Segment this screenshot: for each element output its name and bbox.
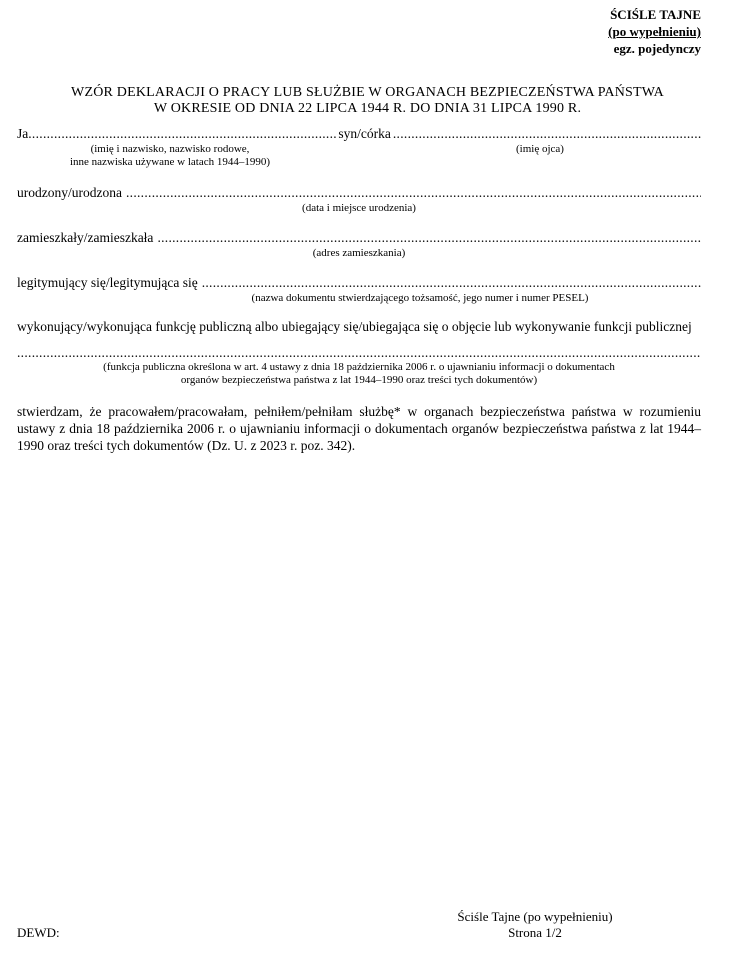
statement-paragraph: stwierdzam, że pracowałem/pracowałam, pełniłem/pełniłam służbę* w organach bezpieczeństwa państwa w rozumieniu ustawy z dnia 18 października 2006 r. o ujawnianiu informacji o dokumentach organów bezpieczeństwa państwa z lat 1944–1990 oraz treści tych dokumentów (Dz. U. z 2023 r. poz. 342). [17, 404, 701, 453]
title-line-2: W OKRESIE OD DNIA 22 LIPCA 1944 R. DO DNIA 31 LIPCA 1990 R. [153, 101, 582, 116]
footer-classification-text: Ściśle Tajne (po wypełnieniu) [457, 909, 613, 924]
name-hint [40, 143, 300, 169]
id-field[interactable] [202, 275, 701, 291]
birth-row [17, 185, 701, 203]
id-row [17, 275, 701, 293]
name-field[interactable] [28, 126, 336, 142]
name-hint-line-2: inne nazwiska używane w latach 1944–1990) [69, 156, 271, 168]
id-label: legitymujący się/legitymująca się [17, 275, 198, 290]
id-hint: (nazwa dokumentu stwierdzającego tożsamość, jego numer i numer PESEL) [251, 292, 589, 304]
residence-row [17, 230, 701, 248]
classification-header [608, 6, 701, 57]
footer-classification [420, 909, 650, 941]
function-field[interactable] [17, 345, 701, 361]
residence-field[interactable] [157, 230, 701, 246]
classification-level: ŚCIŚLE TAJNE [610, 7, 701, 22]
function-row [17, 319, 701, 337]
function-text: wykonujący/wykonująca funkcję publiczną albo ubiegający się/ubiegająca się o objęcie lub wykonywanie funkcji publicznej [17, 319, 692, 334]
function-hint-line-1: (funkcja publiczna określona w art. 4 ustawy z dnia 18 października 2006 r. o ujawnianiu informacji o dokumentach [103, 361, 615, 373]
classification-note: (po wypełnieniu) [608, 24, 701, 39]
title-line-1: WZÓR DEKLARACJI O PRACY LUB SŁUŻBIE W ORGANACH BEZPIECZEŃSTWA PAŃSTWA [71, 85, 664, 100]
father-name-field[interactable] [393, 126, 701, 142]
name-row [17, 126, 701, 144]
residence-hint: (adres zamieszkania) [312, 247, 406, 259]
document-title [0, 85, 735, 117]
birth-hint: (data i miejsce urodzenia) [302, 202, 416, 214]
name-hint-line-1: (imię i nazwisko, nazwisko rodowe, [90, 143, 250, 155]
page-number: Strona 1/2 [508, 925, 562, 940]
father-label: syn/córka [338, 126, 391, 141]
birth-field[interactable] [126, 185, 701, 201]
copy-note: egz. pojedynczy [613, 41, 701, 56]
father-hint: (imię ojca) [516, 143, 564, 155]
function-hint [17, 361, 701, 387]
function-hint-line-2: organów bezpieczeństwa państwa z lat 1944–1990 oraz treści tych dokumentów) [180, 374, 538, 386]
birth-label: urodzony/urodzona [17, 185, 122, 200]
residence-label: zamieszkały/zamieszkała [17, 230, 154, 245]
name-label: Ja [17, 126, 29, 141]
dewd-label: DEWD: [17, 925, 60, 940]
